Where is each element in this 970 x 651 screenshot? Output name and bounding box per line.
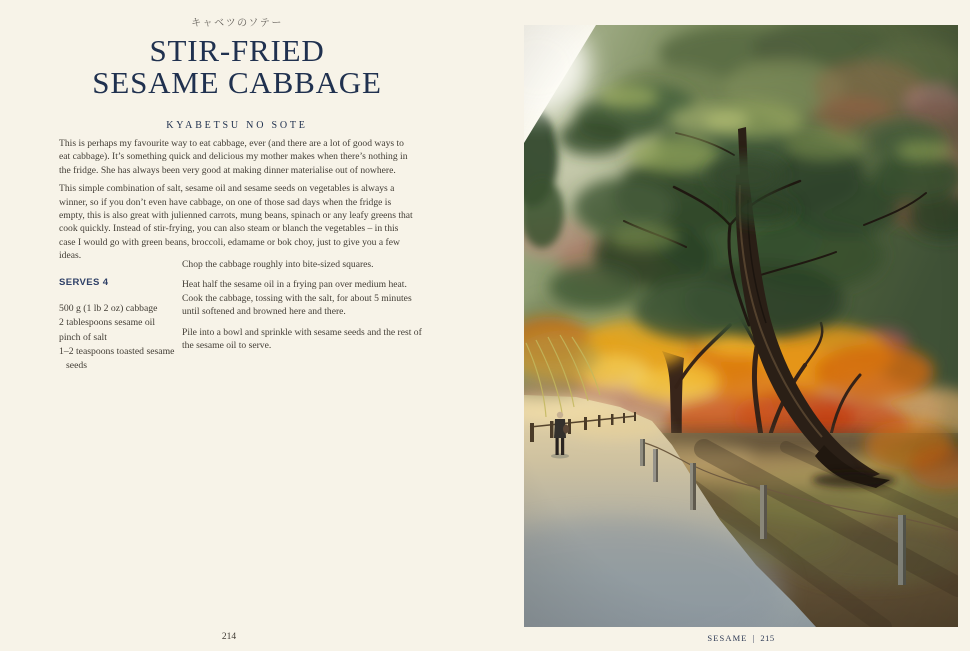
intro-paragraph: This is perhaps my favourite way to eat cabbage, ever (and there are a lot of good ways to eat cabbage). It’s something quick and delicious my mother makes when there’s nothing in the fridge. She has always been very good at making dinner materialise out of nowhere. — [59, 138, 408, 176]
photo-vignette — [524, 25, 958, 627]
japanese-title: キャベツのソテー — [191, 18, 283, 29]
footer-section-label: SESAME — [707, 633, 748, 643]
method-step: Heat half the sesame oil in a frying pan over medium heat. Cook the cabbage, tossing with the salt, for about 5 minutes until softened and browned here and there. — [182, 279, 412, 318]
method-column — [182, 258, 424, 359]
ingredients-list — [59, 302, 183, 373]
ingredients-column — [59, 277, 183, 373]
ingredient-item: 1–2 teaspoons toasted sesame seeds — [59, 345, 175, 372]
recipe-title-line1: STIR-FRIED — [149, 33, 325, 68]
intro-paragraph: This simple combination of salt, sesame oil and sesame seeds on vegetables is always a winner, so if you don’t even have cabbage, on one of those sad days when the fridge is empty, this is also great with julienned carrots, mung beans, spinach or any leafy greens that cook quickly. Instead of stir-frying, you can also steam or blanch the vegetables – in this case I would go with green beans, broccoli, edamame or bok choy, just to give you a few ideas. — [59, 183, 413, 262]
ingredient-item: 2 tablespoons sesame oil — [59, 317, 156, 329]
method-step: Pile into a bowl and sprinkle with sesame seeds and the rest of the sesame oil to serve. — [182, 326, 422, 352]
photo-page — [490, 0, 970, 651]
footer-separator: | — [752, 633, 756, 643]
serves-label: SERVES 4 — [59, 277, 109, 288]
garden-photo — [524, 25, 958, 627]
recipe-title — [0, 35, 474, 99]
recipe-title-line2: SESAME CABBAGE — [92, 65, 382, 100]
page-number-right: 215 — [760, 633, 775, 643]
recipe-intro — [59, 137, 417, 268]
method-step: Chop the cabbage roughly into bite-sized squares. — [182, 259, 374, 270]
recipe-header — [0, 0, 474, 131]
photo-page-footer — [524, 633, 958, 643]
romaji-title: KYABETSU NO SOTE — [166, 119, 308, 131]
page-number-left: 214 — [221, 632, 237, 642]
ingredient-item: pinch of salt — [59, 331, 107, 343]
ingredient-item: 500 g (1 lb 2 oz) cabbage — [59, 303, 158, 314]
